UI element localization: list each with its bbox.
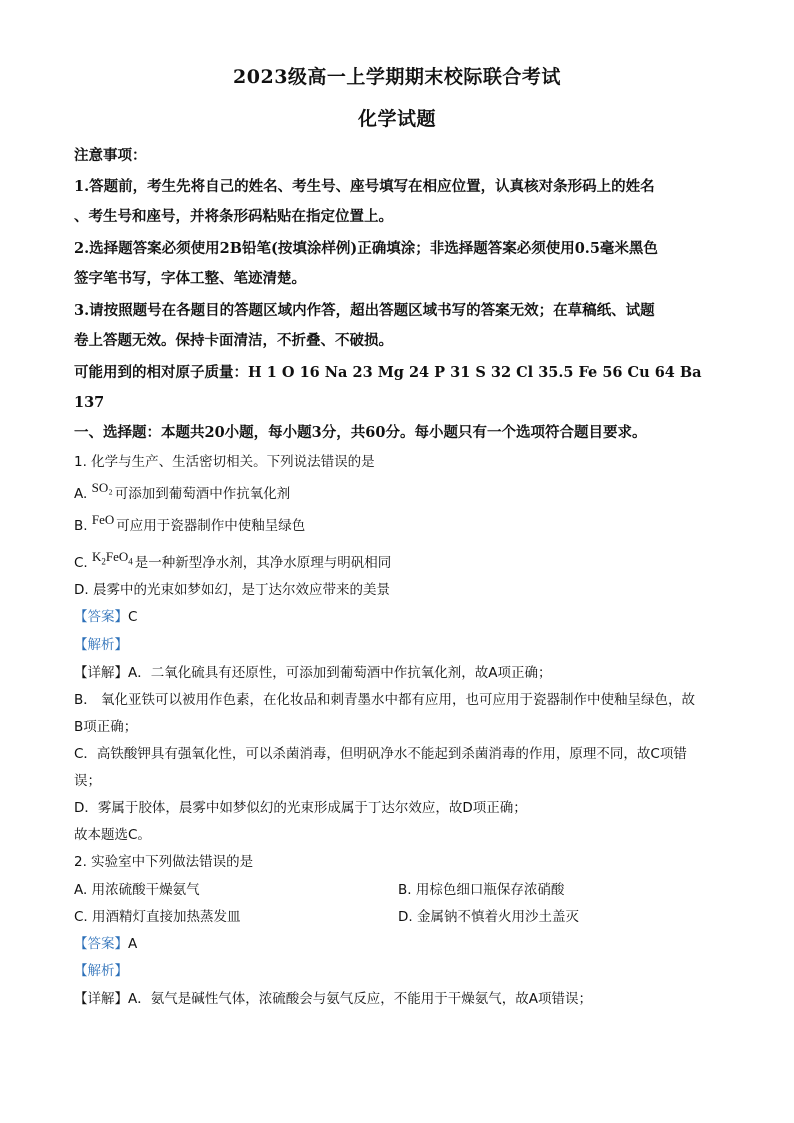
q2-stem: 2. 实验室中下列做法错误的是: [74, 854, 254, 870]
q2-answer: [74, 934, 137, 954]
notice-item: 签字笔书写，字体工整、笔迹清楚。: [74, 270, 306, 287]
atomic-masses-cont: 137: [74, 394, 105, 411]
formula-subscript: 2: [101, 556, 106, 567]
exam-subtitle: 化学试题: [357, 108, 436, 130]
formula-part: K: [92, 549, 102, 564]
formula-so2: SO₂: [91, 480, 113, 495]
option-text: 可应用于瓷器制作中使釉呈绿色: [116, 518, 306, 534]
notice-item: 3.请按照题号在各题目的答题区域内作答，超出答题区域书写的答案无效；在草稿纸、试题: [74, 302, 655, 319]
option-text: 可添加到葡萄酒中作抗氧化剂: [114, 486, 291, 502]
formula-k2feo4: [92, 549, 133, 567]
formula-feo: FeO: [91, 512, 115, 527]
option-label: B.: [74, 518, 88, 534]
q2-detail: 【详解】A．氨气是碱性气体，浓硫酸会与氨气反应，不能用于干燥氨气，故A项错误；: [74, 991, 592, 1007]
answer-tag: 【答案】: [74, 609, 128, 625]
q2-option-a: A. 用浓硫酸干燥氨气: [74, 882, 200, 898]
q1-option-a: [74, 480, 291, 504]
notice-item: 2.选择题答案必须使用2B铅笔(按填涂样例)正确填涂；非选择题答案必须使用0.5毫米黑色: [74, 240, 658, 257]
option-text: 是一种新型净水剂，其净水原理与明矾相同: [134, 555, 392, 571]
q1-detail: 故本题选C。: [74, 827, 151, 843]
q1-answer: [74, 607, 137, 627]
exam-title: 2023级高一上学期期末校际联合考试: [233, 66, 561, 88]
q1-option-c: [74, 549, 392, 578]
q2-option-d: D. 金属钠不慎着火用沙土盖灭: [398, 909, 579, 925]
notice-heading: 注意事项：: [74, 147, 147, 164]
section-heading: 一、选择题：本题共20小题，每小题3分，共60分。每小题只有一个选项符合题目要求。: [74, 424, 647, 441]
q2-analysis-tag: 【解析】: [74, 963, 128, 979]
atomic-masses: 可能用到的相对原子质量：H 1 O 16 Na 23 Mg 24 P 31 S 32 Cl 35.5 Fe 56 Cu 64 Ba: [74, 364, 702, 381]
q1-analysis-tag: 【解析】: [74, 637, 128, 653]
q1-detail: 误；: [74, 773, 101, 789]
q2-option-c: C. 用酒精灯直接加热蒸发皿: [74, 909, 241, 925]
q1-detail: D．雾属于胶体，晨雾中如梦似幻的光束形成属于丁达尔效应，故D项正确；: [74, 800, 527, 816]
answer-value: A: [128, 936, 138, 952]
notice-item: 1.答题前，考生先将自己的姓名、考生号、座号填写在相应位置，认真核对条形码上的姓名: [74, 178, 655, 195]
q1-detail: B． 氧化亚铁可以被用作色素，在化妆品和刺青墨水中都有应用，也可应用于瓷器制作中使釉呈绿色，故: [74, 692, 696, 708]
q1-detail: 【详解】A．二氧化硫具有还原性，可添加到葡萄酒中作抗氧化剂，故A项正确；: [74, 665, 552, 681]
option-label: A.: [74, 486, 88, 502]
q1-detail: C．高铁酸钾具有强氧化性，可以杀菌消毒，但明矾净水不能起到杀菌消毒的作用，原理不同，故C项错: [74, 746, 687, 762]
q1-option-d: D. 晨雾中的光束如梦如幻，是丁达尔效应带来的美景: [74, 582, 390, 598]
answer-tag: 【答案】: [74, 936, 128, 952]
option-label: C.: [74, 555, 88, 571]
q1-stem: 1. 化学与生产、生活密切相关。下列说法错误的是: [74, 454, 375, 470]
notice-item: 卷上答题无效。保持卡面清洁，不折叠、不破损。: [74, 332, 393, 349]
answer-value: C: [128, 609, 138, 625]
q1-option-b: [74, 512, 306, 536]
formula-subscript: 4: [128, 556, 133, 567]
notice-item: 、考生号和座号，并将条形码粘贴在指定位置上。: [74, 208, 393, 225]
q1-detail: B项正确；: [74, 719, 138, 735]
q2-option-b: B. 用棕色细口瓶保存浓硝酸: [398, 882, 565, 898]
formula-part: FeO: [105, 549, 129, 564]
